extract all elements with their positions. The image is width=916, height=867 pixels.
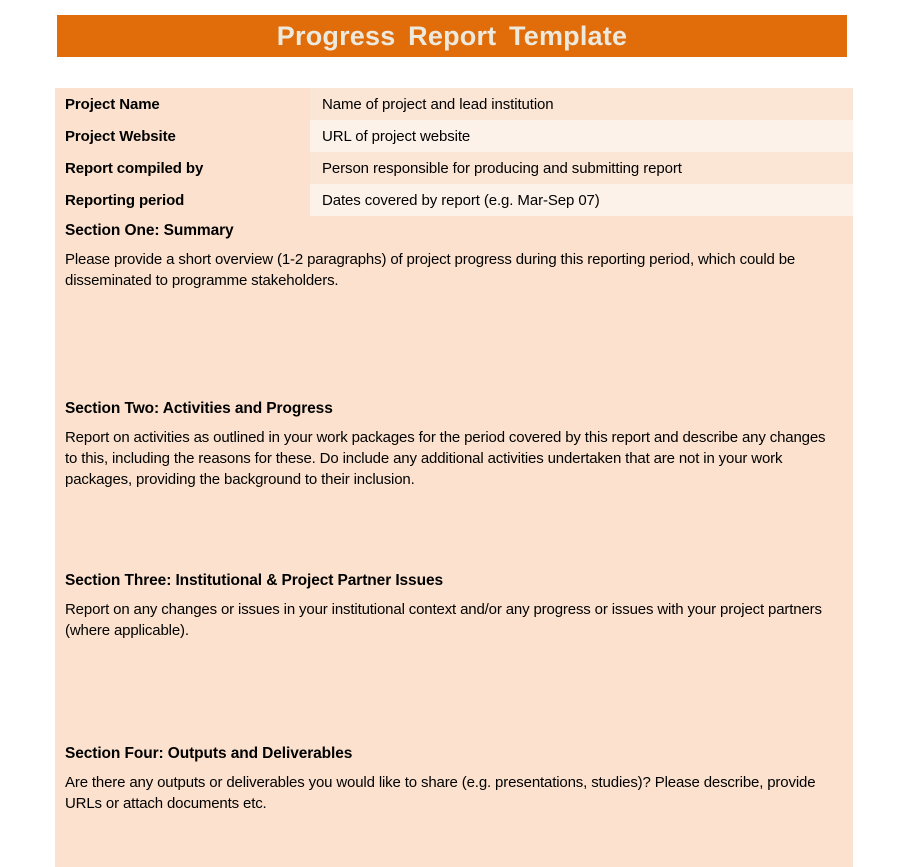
section-three-institutional-partner-issues: [55, 566, 853, 739]
table-row-report-compiled-by: [55, 152, 853, 184]
section-two-activities-progress: [55, 394, 853, 566]
project-website-field[interactable]: URL of project website: [310, 120, 853, 152]
report-compiled-by-field[interactable]: Person responsible for producing and submitting report: [310, 152, 853, 184]
section-description: Report on activities as outlined in your work packages for the period covered by this report and describe any changes to this, including the reasons for these. Do include any additional activities undertaken that are not in your work packages, providing the background to their inclusion.: [65, 429, 826, 488]
table-row-project-name: [55, 88, 853, 120]
project-info-table: [55, 88, 853, 216]
report-title-bar: [57, 15, 847, 57]
section-one-summary: [55, 216, 853, 394]
section-description: Report on any changes or issues in your institutional context and/or any progress or issues with your project partners (where applicable).: [65, 601, 822, 639]
row-label: Reporting period: [65, 191, 185, 209]
reporting-period-field[interactable]: Dates covered by report (e.g. Mar-Sep 07): [310, 184, 853, 216]
project-name-field[interactable]: Name of project and lead institution: [310, 88, 853, 120]
section-heading: Section One: Summary: [65, 222, 234, 239]
section-heading: Section Four: Outputs and Deliverables: [65, 745, 353, 762]
section-description: Please provide a short overview (1-2 paragraphs) of project progress during this reporting period, which could be disseminated to programme stakeholders.: [65, 251, 796, 289]
section-four-input-area[interactable]: [65, 814, 833, 867]
section-four-outputs-deliverables: [55, 739, 853, 867]
section-heading: Section Two: Activities and Progress: [65, 400, 333, 417]
section-one-input-area[interactable]: [65, 291, 833, 394]
section-three-input-area[interactable]: [65, 641, 833, 739]
row-label: Project Website: [65, 127, 176, 145]
table-row-project-website: [55, 120, 853, 152]
section-heading: Section Three: Institutional & Project Partner Issues: [65, 572, 443, 589]
section-description: Are there any outputs or deliverables you would like to share (e.g. presentations, studies)? Please describe, provide URLs or attach documents etc.: [65, 774, 816, 812]
table-row-reporting-period: [55, 184, 853, 216]
section-two-input-area[interactable]: [65, 490, 833, 566]
row-label: Report compiled by: [65, 159, 204, 177]
row-label: Project Name: [65, 95, 160, 113]
report-document: [55, 88, 853, 867]
report-title: Progress Report Template: [276, 20, 628, 51]
